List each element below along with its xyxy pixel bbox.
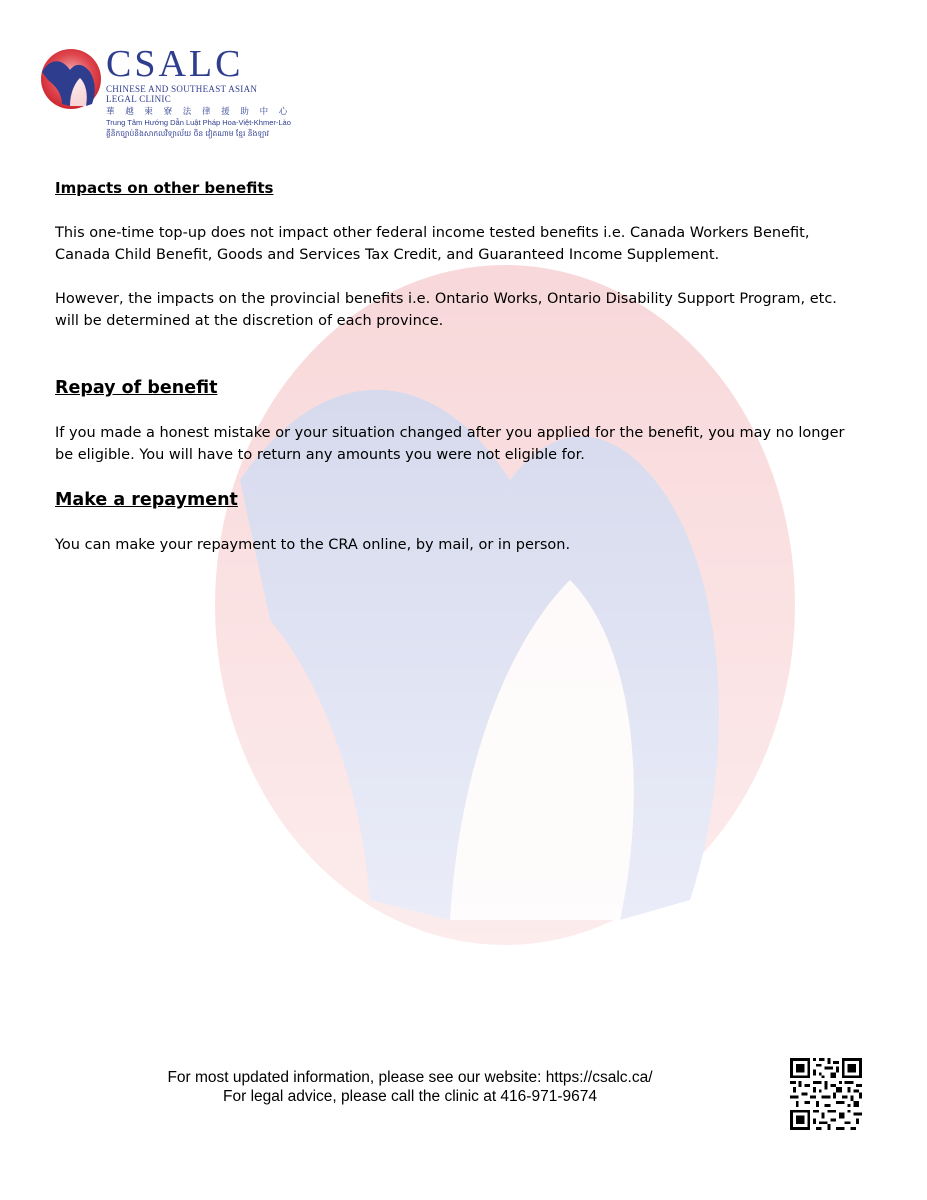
brand-subtitle-line1: CHINESE AND SOUTHEAST ASIAN [106, 84, 258, 94]
paragraph-line: Canada Child Benefit, Goods and Services Tax Credit, and Guaranteed Income Supplement. [55, 247, 720, 263]
paragraph-line: be eligible. You will have to return any amounts you were not eligible for. [55, 447, 585, 463]
paragraph-make-repayment [55, 534, 875, 556]
brand-subtitle-line2: LEGAL CLINIC [106, 94, 172, 104]
brand-chinese-name: 華 越 柬 寮 法 律 援 助 中 心 [106, 107, 292, 117]
csalc-logo-icon [40, 48, 102, 110]
footer-website-line: For most updated information, please see our website: https://csalc.ca/ [167, 1069, 653, 1086]
logo-text-block [106, 44, 291, 140]
section-heading-repay: Repay of benefit [55, 378, 218, 398]
brand-vietnamese-name: Trung Tâm Hướng Dẫn Luật Pháp Hoa-Việt-Khmer-Lào [106, 118, 291, 127]
section-heading-make-repayment: Make a repayment [55, 490, 238, 510]
qr-code-icon [790, 1058, 862, 1130]
document-body [55, 178, 875, 556]
header-logo [38, 44, 358, 154]
brand-khmer-name: គ្លីនិកច្បាប់និងសាកលវិទ្យាល័យ ចិន វៀតណាម ខ្មែរ និងឡាវ [106, 129, 269, 138]
paragraph-repay [55, 422, 875, 466]
brand-name: CSALC [106, 43, 244, 85]
paragraph-line: You can make your repayment to the CRA online, by mail, or in person. [55, 537, 571, 553]
paragraph-line: If you made a honest mistake or your situation changed after you applied for the benefit, you may no longer [55, 425, 845, 441]
paragraph-line: This one-time top-up does not impact other federal income tested benefits i.e. Canada Workers Benefit, [55, 225, 810, 241]
paragraph-impacts-federal [55, 222, 875, 266]
paragraph-line: However, the impacts on the provincial benefits i.e. Ontario Works, Ontario Disability Support Program, etc. [55, 291, 837, 307]
footer-phone-line: For legal advice, please call the clinic at 416-971-9674 [223, 1088, 597, 1105]
section-heading-impacts: Impacts on other benefits [55, 179, 274, 197]
footer [60, 1068, 760, 1106]
paragraph-impacts-provincial [55, 288, 875, 332]
paragraph-line: will be determined at the discretion of each province. [55, 313, 444, 329]
